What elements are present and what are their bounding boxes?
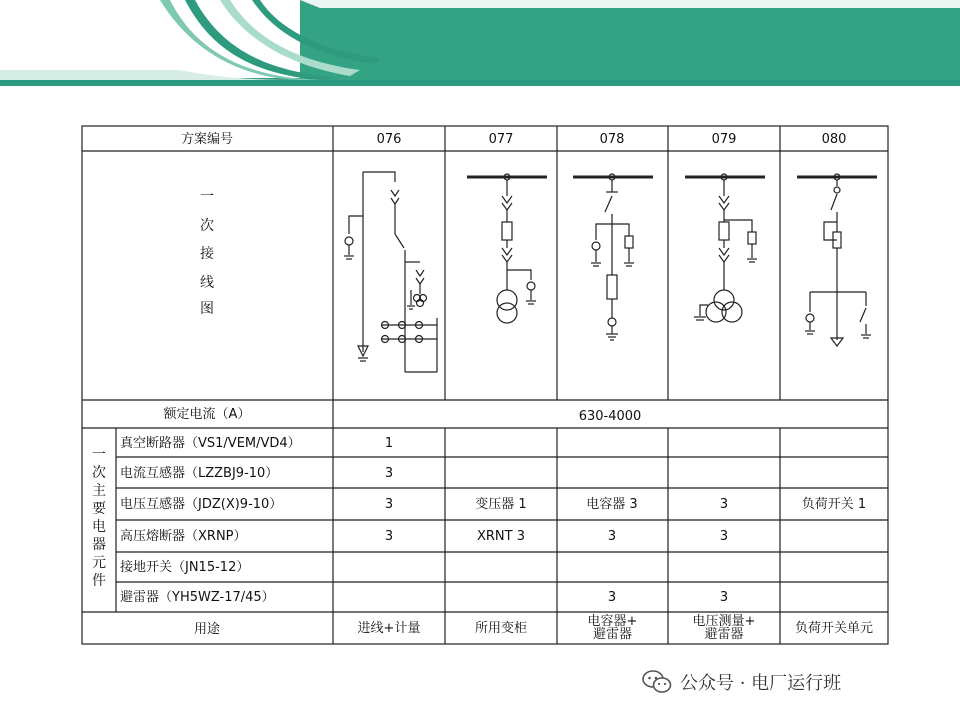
- usage-value: 负荷开关单元: [794, 620, 873, 636]
- group-label-char: 元: [92, 555, 106, 571]
- group-label-char: 要: [92, 501, 106, 517]
- component-label: 高压熔断器（XRNP）: [120, 529, 247, 544]
- component-row: [120, 590, 728, 605]
- component-value: 电容器 3: [586, 497, 638, 512]
- scheme-number-label: 方案编号: [180, 132, 234, 147]
- component-value: 3: [719, 529, 729, 544]
- component-label: 接地开关（JN15-12）: [120, 560, 250, 575]
- diagram-label-char: 接: [200, 246, 214, 262]
- watermark: [642, 668, 841, 696]
- component-value: 3: [384, 497, 394, 512]
- component-row: [120, 465, 393, 481]
- scheme-080: 080: [821, 132, 847, 147]
- component-value: 3: [384, 466, 394, 481]
- component-value: 3: [719, 497, 729, 512]
- component-row: [120, 559, 249, 575]
- component-label: 电压互感器（JDZ(X)9-10）: [120, 497, 283, 512]
- component-value: 变压器 1: [475, 497, 527, 512]
- wiring-diagram-076: [344, 172, 437, 372]
- usage-value: 电压测量+ 避雷器: [692, 614, 756, 642]
- diagram-row-label: [200, 189, 215, 317]
- wiring-diagram-079: [685, 174, 765, 322]
- component-value: 1: [384, 436, 394, 451]
- watermark-text: 公众号 · 电厂运行班: [680, 673, 842, 694]
- wiring-diagram-077: [467, 174, 547, 323]
- usage-value: 所用变柜: [474, 620, 527, 636]
- component-value: XRNT 3: [476, 529, 526, 544]
- component-row: [120, 528, 728, 544]
- wiring-diagram-080: [797, 174, 877, 346]
- component-label: 真空断路器（VS1/VEM/VD4）: [120, 436, 301, 451]
- diagram-label-char: 线: [200, 275, 214, 291]
- component-row: [120, 435, 393, 451]
- rated-current-value: 630-4000: [578, 409, 642, 424]
- component-label: 电流互感器（LZZBJ9-10）: [120, 466, 279, 481]
- wechat-icon: [642, 669, 672, 695]
- wiring-diagram-078: [573, 174, 653, 340]
- component-value: 3: [384, 529, 394, 544]
- group-label-char: 电: [92, 519, 106, 535]
- component-label: 避雷器（YH5WZ-17/45）: [120, 590, 275, 605]
- usage-value: 进线+计量: [357, 620, 421, 636]
- group-label-char: 次: [92, 465, 106, 481]
- group-label-char: 主: [92, 483, 106, 499]
- component-row: [120, 496, 866, 512]
- usage-label: 用途: [193, 622, 221, 637]
- component-value: 负荷开关 1: [801, 497, 867, 512]
- component-value: 3: [607, 590, 617, 605]
- diagram-label-char: 图: [200, 301, 214, 317]
- group-label-char: 器: [92, 537, 106, 553]
- scheme-077: 077: [488, 132, 514, 147]
- group-label-char: 一: [92, 447, 106, 463]
- diagram-label-char: 一: [200, 189, 214, 205]
- group-label-char: 件: [92, 573, 106, 589]
- rated-current-label: 额定电流（A）: [163, 407, 251, 422]
- scheme-079: 079: [711, 132, 737, 147]
- component-value: 3: [607, 529, 617, 544]
- scheme-076: 076: [376, 132, 402, 147]
- usage-value: 电容器+ 避雷器: [587, 614, 638, 642]
- scheme-078: 078: [599, 132, 625, 147]
- diagram-label-char: 次: [200, 218, 214, 234]
- component-value: 3: [719, 590, 729, 605]
- component-group-label: [92, 447, 106, 589]
